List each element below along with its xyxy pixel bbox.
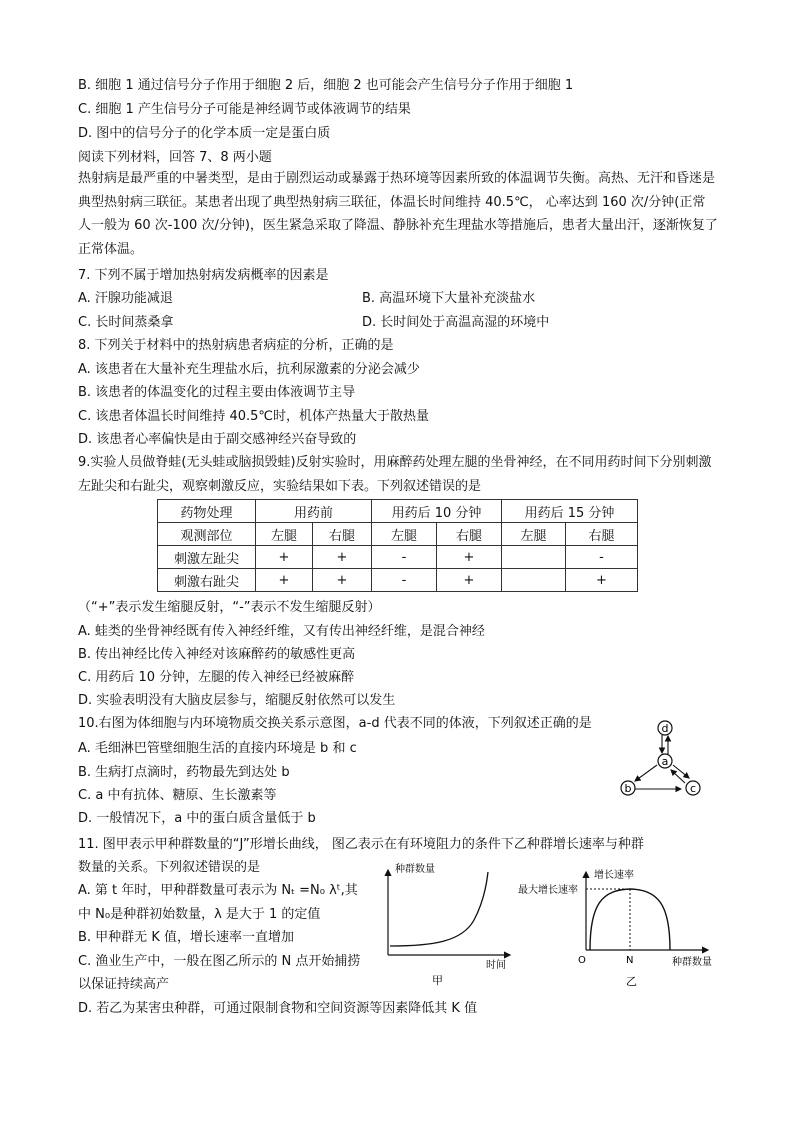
q9-results-table: [157, 499, 638, 592]
q7-option-b: B. 高温环境下大量补充淡盐水: [362, 291, 536, 306]
q9-stem: 9.实验人员做脊蛙(无头蛙或脑损毁蛙)反射实验时，用麻醉药处理左腿的坐骨神经，在不同用药时间下分别刺激左趾尖和右趾尖，观察刺激反应，实验结果如下表。下列叙述错误的是: [78, 455, 712, 494]
q9-note: （“+”表示发生缩腿反射，“-”表示不发生缩腿反射）: [78, 600, 381, 615]
table-header-cell: 右腿: [313, 523, 372, 546]
q9-option-a: A. 蛙类的坐骨神经既有传入神经纤维，又有传出神经纤维，是混合神经: [78, 624, 485, 639]
max-rate-label: 最大增长速率: [518, 885, 578, 896]
svg-text:b: b: [624, 782, 632, 795]
table-header-cell: 用药前: [256, 500, 372, 523]
table-header-cell: 用药后 15 分钟: [502, 500, 638, 523]
q10-option-a: A. 毛细淋巴管壁细胞生活的直接内环境是 b 和 c: [78, 741, 357, 756]
q8-option-c: C. 该患者体温长时间维持 40.5℃时，机体产热量大于散热量: [78, 409, 430, 424]
q7-option-d: D. 长时间处于高温高湿的环境中: [362, 315, 550, 330]
table-cell: [502, 546, 566, 569]
q11-option-c-line2: 以保证持续高产: [78, 977, 170, 992]
j-curve: [390, 872, 488, 946]
q7-option-a: A. 汗腺功能减退: [78, 291, 173, 306]
q11-stem-line1: 11. 图甲表示甲种群数量的“J”形增长曲线， 图乙表示在有环境阻力的条件下乙种群增长速率与种群: [78, 837, 644, 852]
q10-stem: 10.右图为体细胞与内环境物质交换关系示意图，a-d 代表不同的体液，下列叙述正确的是: [78, 716, 592, 731]
q8-option-a: A. 该患者在大量补充生理盐水后，抗利尿激素的分泌会减少: [78, 362, 420, 377]
table-cell: 刺激右趾尖: [158, 569, 256, 592]
chart-caption: 乙: [626, 975, 637, 988]
x-axis-label: 时间: [486, 960, 506, 971]
q8-option-d: D. 该患者心率偏快是由于副交感神经兴奋导致的: [78, 432, 357, 447]
q9-option-c: C. 用药后 10 分钟，左腿的传入神经已经被麻醉: [78, 670, 355, 685]
table-header-cell: 左腿: [502, 523, 566, 546]
table-row: [158, 546, 638, 569]
q9-option-d: D. 实验表明没有大脑皮层参与，缩腿反射依然可以发生: [78, 693, 396, 708]
svg-text:c: c: [689, 782, 697, 795]
q7-option-c: C. 长时间蒸桑拿: [78, 315, 174, 330]
table-subheader-row: [158, 523, 638, 546]
table-header-cell: 右腿: [437, 523, 502, 546]
table-row: [158, 569, 638, 592]
node-c: [686, 781, 700, 795]
node-a: [658, 754, 672, 768]
q6-option-b: B. 细胞 1 通过信号分子作用于细胞 2 后，细胞 2 也可能会产生信号分子作用于细胞 1: [78, 78, 574, 93]
svg-text:a: a: [661, 755, 669, 768]
table-header-cell: 右腿: [566, 523, 638, 546]
svg-text:d: d: [661, 722, 669, 735]
chart-jia: [362, 860, 522, 988]
q6-option-c: C. 细胞 1 产生信号分子可能是神经调节或体液调节的结果: [78, 102, 411, 117]
chart-caption: 甲: [432, 974, 443, 987]
table-cell: +: [313, 546, 372, 569]
y-axis-label: 种群数量: [395, 864, 435, 875]
table-cell: [502, 569, 566, 592]
q8-stem: 8. 下列关于材料中的热射病患者病症的分析，正确的是: [78, 338, 394, 353]
table-cell: +: [566, 569, 638, 592]
table-header-cell: 左腿: [372, 523, 437, 546]
table-header-row: [158, 500, 638, 523]
table-header-cell: 观测部位: [158, 523, 256, 546]
q11-option-b: B. 甲种群无 K 值，增长速率一直增加: [78, 930, 294, 945]
x-axis-label: 种群数量: [672, 957, 712, 968]
table-cell: -: [566, 546, 638, 569]
q10-fluid-diagram: [615, 716, 715, 800]
q7-stem: 7. 下列不属于增加热射病发病概率的因素是: [78, 268, 329, 283]
q9-option-b: B. 传出神经比传入神经对该麻醉药的敏感性更高: [78, 647, 356, 662]
q11-option-d: D. 若乙为某害虫种群，可通过限制食物和空间资源等因素降低其 K 值: [78, 1001, 478, 1016]
q6-option-d: D. 图中的信号分子的化学本质一定是蛋白质: [78, 126, 331, 141]
q10-option-c: C. a 中有抗体、糖原、生长激素等: [78, 788, 277, 803]
table-cell: -: [372, 546, 437, 569]
material-paragraph: 热射病是最严重的中暑类型，是由于剧烈运动或暴露于热环境等因素所致的体温调节失衡。高热、无汗和昏迷是典型热射病三联征。某患者出现了典型热射病三联征，体温长时间维持 40.5℃， 心率达到 160 次/分钟(正常人一般为 60 次-100 次/分钟)，医生紧急采取了降温、静脉补充生理盐水等措施后，患者大量出汗，逐渐恢复了正常体温。: [78, 171, 718, 257]
table-cell: -: [372, 569, 437, 592]
q11-option-c-line1: C. 渔业生产中，一般在图乙所示的 N 点开始捕捞: [78, 954, 361, 969]
q11-option-a-line2: 中 N₀是种群初始数量，λ 是大于 1 的定值: [78, 907, 321, 922]
table-header-cell: 左腿: [256, 523, 313, 546]
n-label: N: [626, 955, 634, 966]
node-d: [658, 721, 672, 735]
q10-option-b: B. 生病打点滴时，药物最先到达处 b: [78, 765, 290, 780]
table-cell: +: [437, 569, 502, 592]
origin-label: O: [578, 955, 586, 966]
node-b: [621, 781, 635, 795]
table-cell: +: [256, 546, 313, 569]
table-cell: +: [256, 569, 313, 592]
table-cell: 刺激左趾尖: [158, 546, 256, 569]
table-cell: +: [313, 569, 372, 592]
chart-yi: [512, 864, 732, 992]
q11-option-a-line1: A. 第 t 年时，甲种群数量可表示为 Nₜ =N₀ λᵗ,其: [78, 883, 358, 898]
q8-option-b: B. 该患者的体温变化的过程主要由体液调节主导: [78, 385, 356, 400]
y-axis-label: 增长速率: [594, 870, 634, 881]
table-header-cell: 用药后 10 分钟: [372, 500, 502, 523]
reading-prompt: 阅读下列材料，回答 7、8 两小题: [78, 150, 272, 165]
q11-stem-line2: 数量的关系。下列叙述错误的是: [78, 860, 261, 875]
table-cell: +: [437, 546, 502, 569]
table-header-cell: 药物处理: [158, 500, 256, 523]
q10-option-d: D. 一般情况下，a 中的蛋白质含量低于 b: [78, 811, 316, 826]
